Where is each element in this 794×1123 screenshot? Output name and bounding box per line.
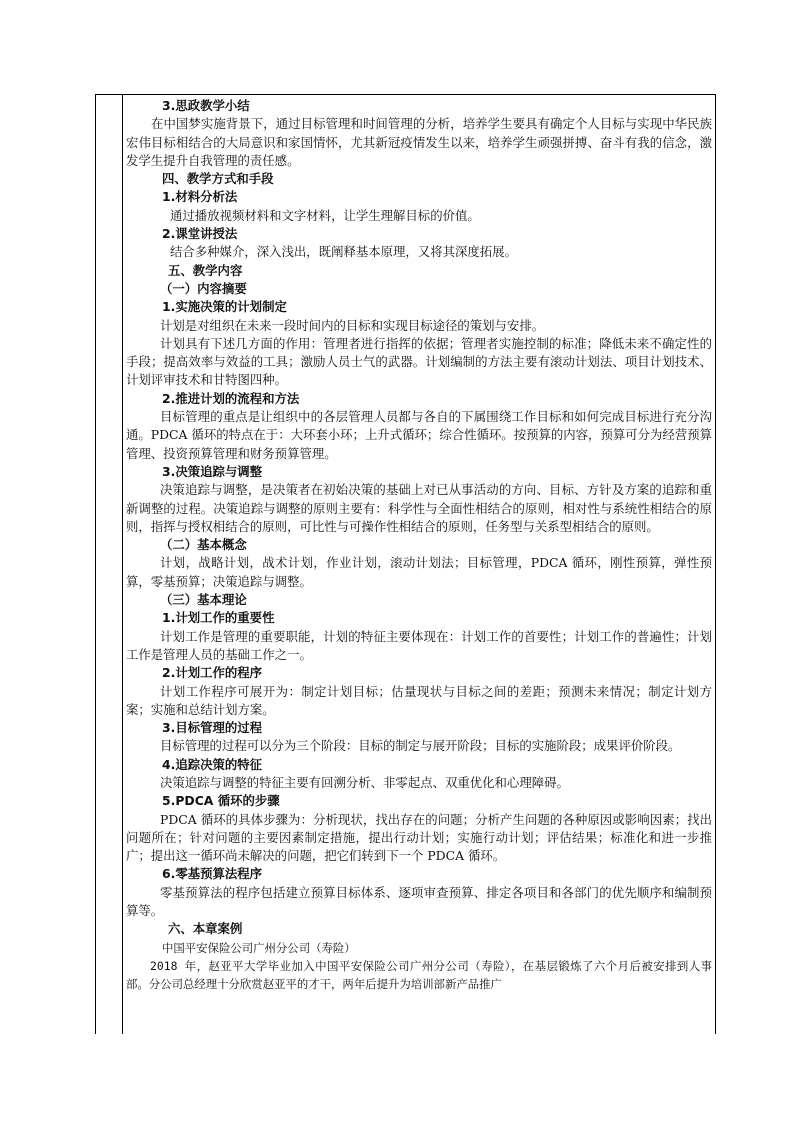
subsection-heading-concepts: （二）基本概念 [160,537,247,553]
heading-plan-process: 2.推进计划的流程和方法 [162,390,300,406]
heading-pdca-steps: 5.PDCA 循环的步骤 [162,793,280,809]
paragraph-decision-tracking: 决策追踪与调整，是决策者在初始决策的基础上对已从事活动的方向、目标、方针及方案的追踪和重新调整的过程。决策追踪与调整的原则主要有：科学性与全面性相结合的原则，相对性与系统性相结合的原则，指挥与授权相结合的原则，可比性与可操作性相结合的原则，任务型与关系型相结合的原则。 [126,482,712,534]
paragraph-tracking-features: 决策追踪与调整的特征主要有回溯分析、非零起点、双重优化和心理障碍。 [160,774,569,790]
heading-mbo-process: 3.目标管理的过程 [162,720,263,736]
case-paragraph: 2018 年，赵亚平大学毕业加入中国平安保险公司广州分公司（寿险），在基层锻炼了六个月后被安排到人事部。分公司总经理十分欣赏赵亚平的才干，两年后提升为培训部新产品推广 [126,958,712,992]
subsection-heading-theory: （三）基本理论 [160,592,247,608]
table-column-divider [122,94,123,1034]
paragraph-plan-importance: 计划工作是管理的重要职能，计划的特征主要体现在：计划工作的首要性；计划工作的普遍性；计划工作是管理人员的基础工作之一。 [126,628,712,662]
heading-decision-tracking: 3.决策追踪与调整 [162,463,263,479]
case-title: 中国平安保险公司广州分公司（寿险） [162,940,356,955]
paragraph-zero-based-budget: 零基预算法的程序包括建立预算目标体系、逐项审查预算、排定各项目和各部门的优先顺序和编制预算等。 [126,884,712,919]
paragraph-pdca-steps: PDCA 循环的具体步骤为：分析现状，找出存在的问题；分析产生问题的各种原因或影响因素；找出问题所在；针对问题的主要因素制定措施，提出行动计划；实施行动计划；评估结果；标准化和进一步推广；提出这一循环尚未解决的问题，把它们转到下一个 PDCA 循环。 [126,811,712,864]
heading-zero-based-budget: 6.零基预算法程序 [162,866,263,882]
paragraph-plan-process: 目标管理的重点是让组织中的各层管理人员都与各自的下属围绕工作目标和如何完成目标进行充分沟通。PDCA 循环的特点在于：大环套小环；上升式循环；综合性循环。按预算的内容，预算可分为经营预算管理、投资预算管理和财务预算管理。 [126,409,712,461]
table-content-cell [126,97,712,994]
heading-tracking-features: 4.追踪决策的特征 [162,756,263,772]
heading-plan-procedure: 2.计划工作的程序 [162,665,263,681]
section-heading-teaching-methods: 四、教学方式和手段 [162,171,274,187]
heading-plan-making: 1.实施决策的计划制定 [162,299,287,315]
paragraph-material-analysis: 通过播放视频材料和文字材料，让学生理解目标的价值。 [170,207,480,223]
paragraph-concepts: 计划，战略计划，战术计划，作业计划，滚动计划法；目标管理，PDCA 循环，刚性预算，弹性预算，零基预算；决策追踪与调整。 [126,555,712,589]
section-heading-teaching-content: 五、教学内容 [168,262,243,278]
heading-material-analysis: 1.材料分析法 [162,189,238,205]
heading-lecture: 2.课堂讲授法 [162,226,238,242]
heading-plan-importance: 1.计划工作的重要性 [162,610,275,626]
paragraph-plan-definition: 计划是对组织在未来一段时间内的目标和实现目标途径的策划与安排。 [160,317,545,333]
section-heading-case: 六、本章案例 [168,921,243,937]
paragraph-ideology-summary: 在中国梦实施背景下，通过目标管理和时间管理的分析，培养学生要具有确定个人目标与实现中华民族宏伟目标相结合的大局意识和家国情怀，尤其新冠疫情发生以来，培养学生顽强拼搏、奋斗有我的信念，激发学生提升自我管理的责任感。 [126,116,712,168]
paragraph-lecture: 结合多种媒介，深入浅出，既阐释基本原理，又将其深度拓展。 [170,244,517,260]
heading-ideology-summary: 3.思政教学小结 [162,98,250,113]
paragraph-mbo-process: 目标管理的过程可以分为三个阶段：目标的制定与展开阶段；目标的实施阶段；成果评价阶段。 [160,738,681,754]
paragraph-plan-functions: 计划具有下述几方面的作用：管理者进行指挥的依据；管理者实施控制的标准；降低未来不确定性的手段；提高效率与效益的工具；激励人员士气的武器。计划编制的方法主要有滚动计划法、项目计划技术、计划评审技术和甘特图四种。 [126,335,712,388]
subsection-heading-summary: （一）内容摘要 [160,280,247,296]
paragraph-plan-procedure: 计划工作程序可展开为：制定计划目标；估量现状与目标之间的差距；预测未来情况；制定计划方案；实施和总结计划方案。 [126,683,712,717]
